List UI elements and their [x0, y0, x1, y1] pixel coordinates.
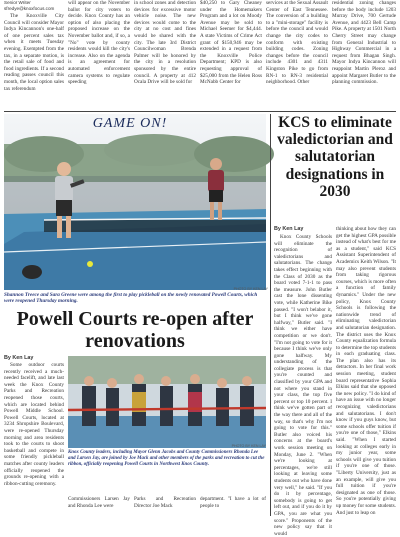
top-column-1	[4, 13, 64, 110]
top-column-5	[266, 0, 328, 110]
top-column-4-text: $40,250 to Gary Cheaney under the Homemakers Program and a lot on Moody Avenue may be sold to Michael Seemer for $4,444. A state Victims of Crime Act grant of $150,946 may be extended in a request from the Knoxville Police Department; KPD is also requesting approval of $25,000 from the Helen Ross McNabb Center for	[200, 0, 262, 86]
byline-title: Senior Writer	[4, 0, 31, 5]
ribbon-cutting-photo	[68, 356, 266, 448]
kcs-column-1-text: Knox County Schools will eliminate the recognition of valedictorians and salutatorians. The change takes effect beginning with the Class of 2030 as the board voted 7-1-1 to pass the measure. John Butler cast the lone dissenting vote, while Katherine Bike passed. "I won't belabor it, but I think we've gone halfway," Butler said. "I think we either have competition or we don't. "I'm not going to vote for it because I think we've only gone halfway. My understanding of the collegiate process is that you're counted and classified by your GPA and not where you stand in your class, the top five percent or top 10 percent. I think we've gotten part of the way there and all of the way, so that's why I'm not going to vote for this." Butler also voiced his concerns at the board's work session meeting on Monday, June 2. "When we're looking at percentages, we're still looking at leaving some students out who have done very well," he said. "If you do it by percentage, somebody is going to get left out, and if you do it by GPA, you are what you score." Proponents of the new policy say that it would	[274, 234, 332, 537]
column-divider	[270, 114, 271, 516]
top-column-6	[332, 0, 396, 110]
ribbon-cutting-illustration	[68, 356, 266, 448]
powell-byline	[4, 355, 64, 362]
pickleball-photo	[4, 114, 266, 290]
pickleball-photo-illustration	[4, 114, 266, 290]
top-divider	[4, 111, 396, 112]
pickleball-photo-credit: PHOTO BY KEN LAY	[233, 287, 268, 291]
kcs-column-2-text: thinking about how they can get the highest GPA possible instead of what's best for me as a student," said KCS Assistant Superintendent of Academics Keith Wilson. "It may also prevent students from taking rigorous courses, which is more often a function of family dynamics." Under the new policy, Knox County Schools is following the nationwide trend of eliminating valedictorian and salutatorian designation. The district uses the Knox County equalization formula to determine the top students in each graduating class. The plan also has its detractors. In her final work session meeting, student board representative Sophia Elkins said that she opposed the new policy. "I do kind of have an issue with no longer recognizing valedictorians and salutatorians. I don't know if you guys know, but some schools offer tuition if you're one of those," Elkins said. "When I started looking at colleges early in my junior year, some schools will give you tuition if you're one of those. "Liberty University, just as an example, will give you full tuition if you're designated as one of those. So you're potentially giving up money for some students. And just to leap on	[336, 226, 396, 516]
top-column-2	[68, 0, 130, 110]
ribbon-cutting-caption: Knox County leaders, including Mayor Glenn Jacobs and County Commissioners Rhonda Lee and Larsen Jay, are joined by Joe Mack and other members of the parks and recreation to cut the ribbon, officially reopening Powell Courts in Northwest Knox County.	[68, 450, 265, 468]
kcs-byline	[274, 226, 334, 233]
top-column-6-text: residential zoning changes before the body include 1203 Murray Drive, 700 Gertude Avenue, and 4423 Bell Camp Pike. A property at 1501 North Cherry Street may change from General Industrial to Highway Commercial in a request from Bhagan Singh. Mayor Indya Kincannon will reappoint Martin Pleroz and appoint Margaret Butler to the planning commission.	[332, 0, 396, 86]
top-column-4	[200, 0, 262, 110]
powell-bottom-column-2-text: Parks and Recreation Director Joe Mack	[134, 496, 196, 509]
powell-byline-text: By Ken Lay	[4, 355, 34, 361]
kcs-column-1	[274, 234, 332, 537]
top-column-3-text: in school zones and detection devices for excessive motor vehicle noise. The new devices would come to the city at no cost and fines would be shared with the city. The late 3rd District Councilwoman Brenda Palmer will be honored by the city in a resolution sponsored by the entire council. A property at 412 Ocala Drive will be sold for	[134, 0, 196, 86]
kcs-column-2	[336, 226, 396, 516]
top-column-5-text: services at the Sexual Assault Center of East Tennessee. The conversion of a building to a "mini-storage" facility is before the council and would change the city codes to conform with existing building codes. Zoning changes before the council include 4301 and 4311 Kingston Pike to go from RN-1 to RN-3 residential neighborhood. Other	[266, 0, 328, 86]
powell-column-1-text: Some outdoor courts recently received a much-needed facelift, and late last week the Knox County Parks and Recreation reopened those courts, which are located behind Powell Middle School. Powell Courts, located at 3234 Shropshire Boulevard, were re-opened Thursday morning and area residents took to the courts to shoot basketball and compete in some friendly pickleball matches after county leaders officially reopened the grounds re-opening with a ribbon-cutting ceremony.	[4, 362, 64, 487]
powell-bottom-column-1	[68, 496, 130, 516]
ribbon-photo-credit: PHOTO BY KEN LAY	[231, 444, 266, 448]
powell-bottom-column-2	[134, 496, 196, 516]
kcs-headline: KCS to eliminate valedictorian and salutatorian designations in 2030	[277, 114, 393, 200]
powell-bottom-column-3-text: department. "I have a lot of people to	[200, 496, 266, 509]
powell-headline: Powell Courts re-open after renovations	[16, 308, 254, 352]
top-column-1-text: The Knoxville City Council will consider Mayor Indya Kincannon's one-half of one percent sales tax when it meets Tuesday evening. Exempted from the tax, in a separate motion, is the retail sale of food and food ingredients. If a second reading passes council this month, the local option sales tax referendum	[4, 13, 64, 92]
top-column-3	[134, 0, 196, 110]
byline-email: sfredye@knoxfocus.com	[4, 6, 55, 11]
powell-bottom-column-3	[200, 496, 266, 516]
top-column-2-text: will appear on the November ballot for city voters to decide. Knox County has an option of also placing the proposed increase on the November ballot and, if so, a "No" vote by county residents would kill the city's increase. Also on the agenda is an agreement for automated enforcement camera systems to regulate speeding	[68, 0, 130, 86]
kcs-byline-text: By Ken Lay	[274, 226, 304, 232]
powell-column-1	[4, 362, 64, 514]
pickleball-caption: Shannon Treece and Sara Greene were among the first to play pickleball on the newly renovated Powell Courts, which were reopened Thursday morning.	[4, 292, 258, 305]
top-byline	[4, 0, 64, 12]
powell-bottom-column-1-text: Commissioners Larsen Jay and Rhonda Lee were	[68, 496, 130, 509]
game-on-headline: GAME ON!	[92, 116, 168, 131]
